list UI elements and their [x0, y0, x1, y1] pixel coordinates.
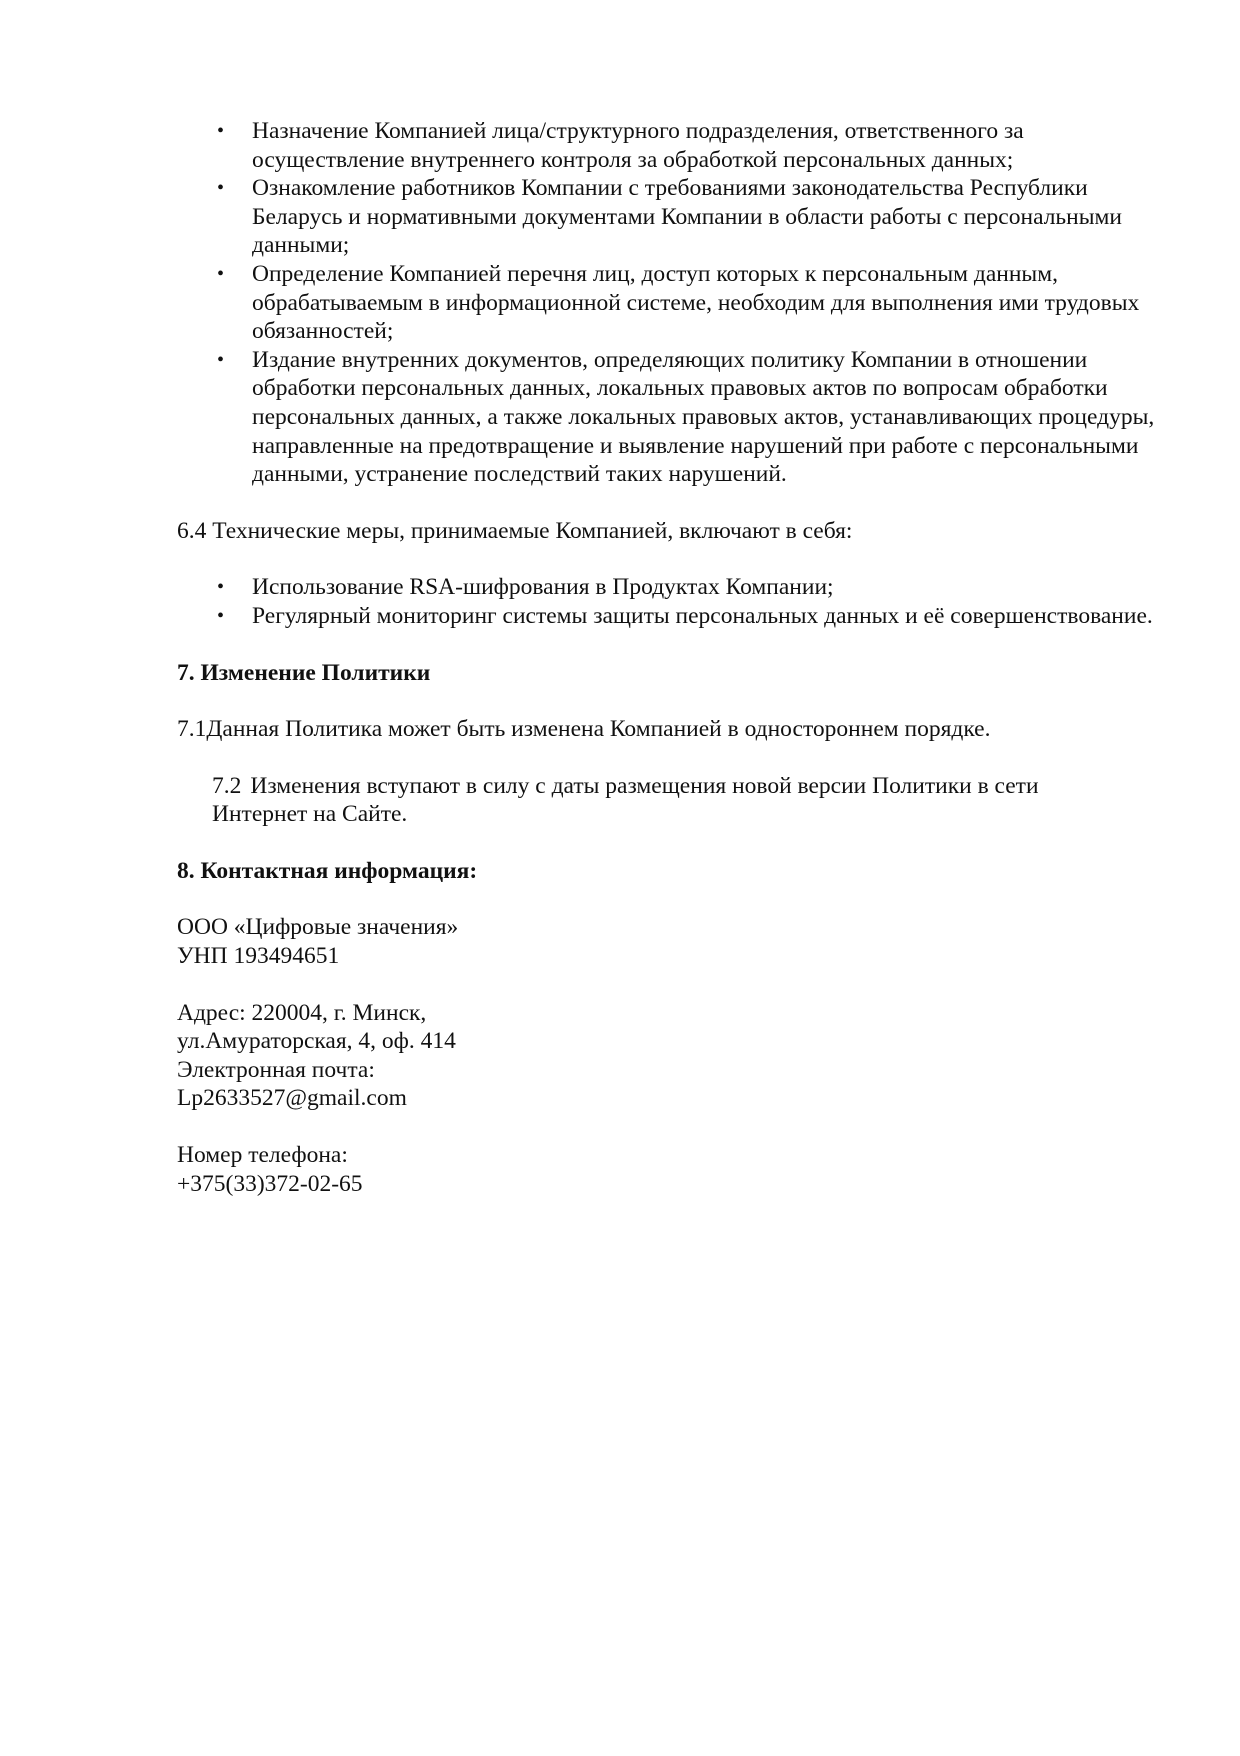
list-item	[177, 117, 1167, 174]
list-item-text: Использование RSA-шифрования в Продуктах Компании;	[252, 574, 834, 601]
list-item	[177, 260, 1167, 346]
spacer	[177, 885, 1167, 913]
spacer	[177, 829, 1167, 857]
list-item-text: Назначение Компанией лица/структурного подразделения, ответственного за осуществление внутреннего контроля за обработкой персональных данных;	[252, 118, 1024, 173]
paragraph-7-2-number: 7.2	[212, 772, 242, 799]
list-6-4	[177, 573, 1167, 630]
contact-email: Lp2633527@gmail.com	[177, 1085, 407, 1112]
list-item-text: Издание внутренних документов, определяющих политику Компании в отношении обработки персональных данных, локальных правовых актов по вопросам обработки персональных данных, а также локальных правовых актов, устанавливающих процедуры, направленные на предотвращение и выявление нарушений при работе с персональными данными, устранение последствий таких нарушений.	[252, 346, 1155, 488]
paragraph-7-2-text: Изменения вступают в силу с даты размещения новой версии Политики в сети Интернет на Сайте.	[212, 772, 1039, 828]
list-item	[177, 346, 1167, 489]
spacer	[177, 489, 1167, 517]
bullet-icon: •	[217, 120, 225, 142]
spacer	[177, 1113, 1167, 1141]
spacer	[177, 631, 1167, 659]
bullet-icon: •	[217, 576, 225, 599]
list-item-text: Определение Компанией перечня лиц, доступ которых к персональным данным, обрабатываемым в информационной системе, необходим для выполнения ими трудовых обязанностей;	[252, 260, 1140, 345]
contact-email-label: Электронная почта:	[177, 1056, 375, 1083]
list-item	[177, 573, 1167, 602]
paragraph-7-2	[177, 772, 1042, 829]
section-heading-8: 8. Контактная информация:	[177, 857, 478, 884]
contact-address-line1: Адрес: 220004, г. Минск,	[177, 999, 427, 1026]
contact-phone-label: Номер телефона:	[177, 1142, 348, 1169]
contact-phone: +375(33)372-02-65	[177, 1170, 363, 1197]
list-item-text: Регулярный мониторинг системы защиты персональных данных и её совершенствование.	[252, 602, 1153, 629]
spacer	[177, 971, 1167, 999]
spacer	[177, 545, 1167, 573]
bullet-icon: •	[217, 262, 225, 285]
list-item	[177, 602, 1167, 631]
section-heading-7: 7. Изменение Политики	[177, 659, 431, 686]
contact-company: ООО «Цифровые значения»	[177, 914, 459, 941]
list-6-3	[177, 117, 1167, 489]
bullet-icon: •	[217, 177, 225, 200]
list-item-text: Ознакомление работников Компании с требованиями законодательства Республики Беларусь и нормативными документами Компании в области работы с персональными данными;	[252, 175, 1122, 259]
paragraph-7-1: 7.1Данная Политика может быть изменена Компанией в одностороннем порядке.	[177, 716, 991, 743]
bullet-icon: •	[217, 348, 225, 371]
spacer	[177, 687, 1167, 715]
paragraph-6-4: 6.4 Технические меры, принимаемые Компанией, включают в себя:	[177, 517, 853, 544]
document-content	[177, 117, 1167, 1198]
contact-address-line2: ул.Амураторская, 4, оф. 414	[177, 1028, 456, 1055]
list-item	[177, 174, 1167, 260]
bullet-icon: •	[217, 604, 225, 627]
spacer	[177, 744, 1167, 772]
contact-unp: УНП 193494651	[177, 943, 340, 970]
